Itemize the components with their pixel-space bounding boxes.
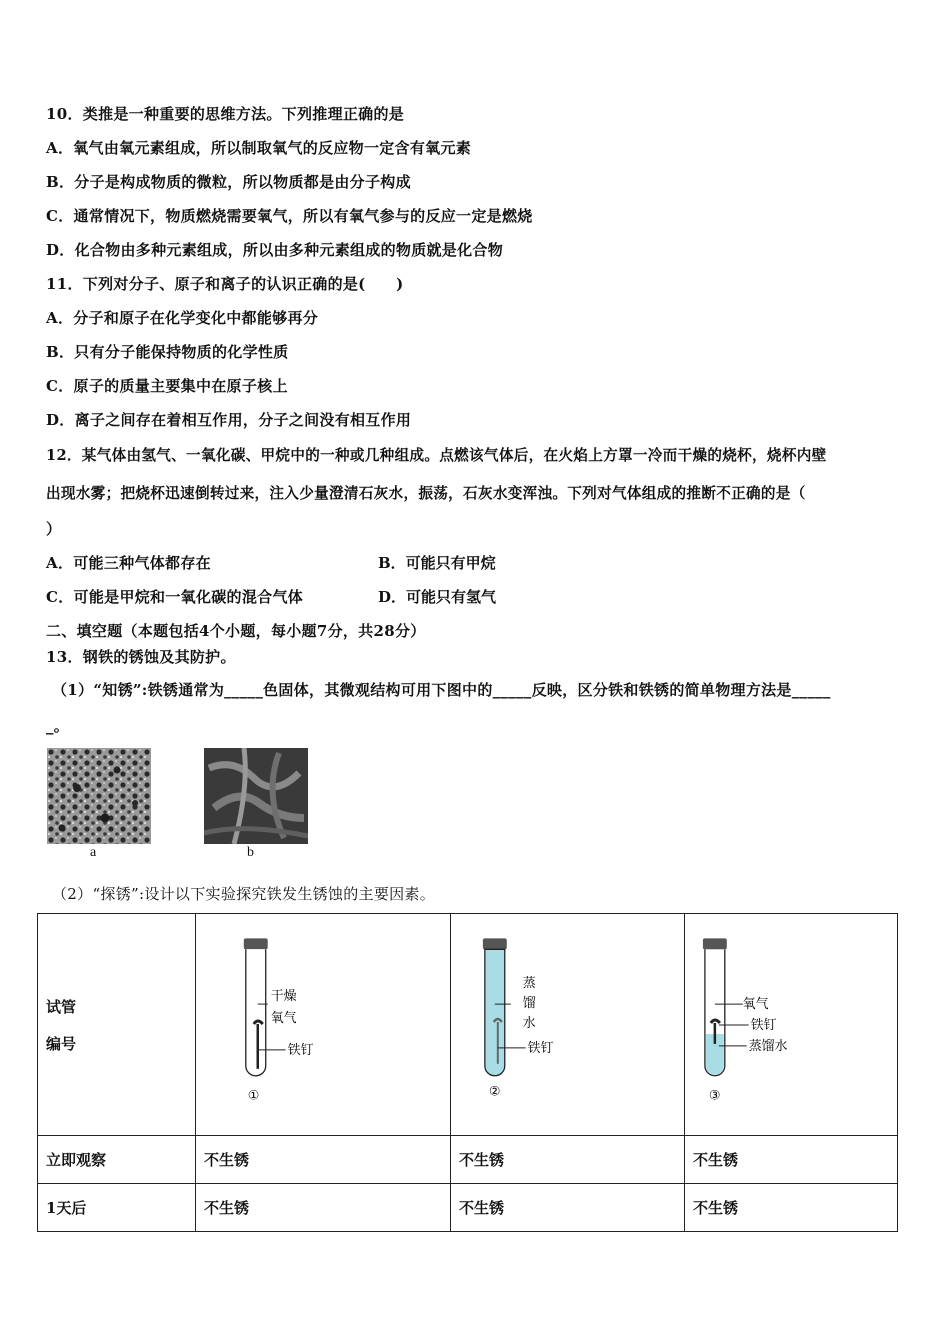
table-row <box>38 1184 898 1232</box>
q12-stem-line2: 出现水雾；把烧杯迅速倒转过来，注入少量澄清石灰水，振荡，石灰水变浑浊。下列对气体组成的推断不正确的是（ <box>46 485 806 502</box>
row-label-immediate: 立即观察 <box>38 1136 196 1184</box>
cell-immediate-tube-2: 不生锈 <box>451 1136 685 1184</box>
q12-option-d: D．可能只有氢气 <box>378 588 497 606</box>
q13-part2 <box>52 883 435 904</box>
q11-option-c: C．原子的质量主要集中在原子核上 <box>46 377 288 395</box>
image-a-label: a <box>90 845 97 860</box>
tube-2-number: ② <box>488 1084 501 1100</box>
header-label-line2: 编号 <box>46 1034 77 1053</box>
tube-1-cap <box>244 938 268 949</box>
q13-part1-line2: _。 <box>46 717 70 735</box>
q12-stem-line3: ） <box>46 520 62 538</box>
tube-2-label-2: 馏 <box>522 996 536 1012</box>
q10-option-b: B．分子是构成物质的微粒，所以物质都是由分子构成 <box>46 173 411 191</box>
q13-part1-line1: （1）“知锈”:铁锈通常为_____色固体，其微观结构可用下图中的_____反映，区分铁和铁锈的简单物理方法是_____ <box>52 681 831 699</box>
section-heading: 二、填空题（本题包括4个小题，每小题7分，共28分） <box>46 622 426 640</box>
tube-2-cell <box>451 914 685 1136</box>
q12-option-a: A．可能三种气体都存在 <box>46 554 211 572</box>
cell-immediate-tube-1: 不生锈 <box>196 1136 451 1184</box>
image-b-label: b <box>247 845 254 860</box>
q11-stem: 11．下列对分子、原子和离子的认识正确的是( ) <box>46 275 404 293</box>
tube-number-header <box>38 914 196 1136</box>
tube-3-label-3: 蒸馏水 <box>748 1038 788 1054</box>
q12-option-c: C．可能是甲烷和一氧化碳的混合气体 <box>46 588 304 606</box>
cell-one-day-tube-3: 不生锈 <box>685 1184 898 1232</box>
microstructure-image-a <box>47 748 151 844</box>
tube-3-cell <box>685 914 898 1136</box>
tube-3-cap <box>703 938 727 949</box>
q10-option-c: C．通常情况下，物质燃烧需要氧气，所以有氧气参与的反应一定是燃烧 <box>46 207 533 225</box>
experiment-table <box>37 913 898 1232</box>
tube-3-label-1: 氧气 <box>742 997 769 1013</box>
tube-1-label-2: 氧气 <box>270 1011 297 1027</box>
header-label-line1: 试管 <box>46 997 77 1016</box>
tube-1-label-3: 铁钉 <box>287 1042 314 1058</box>
q11-option-b: B．只有分子能保持物质的化学性质 <box>46 343 289 361</box>
cell-one-day-tube-1: 不生锈 <box>196 1184 451 1232</box>
tube-2-label-4: 铁钉 <box>527 1040 554 1056</box>
q12-stem-line1: 12．某气体由氢气、一氧化碳、甲烷中的一种或几种组成。点燃该气体后，在火焰上方罩一冷而干燥的烧杯，烧杯内壁 <box>46 447 827 464</box>
tube-1-label-1: 干燥 <box>270 989 297 1005</box>
q12-option-b: B．可能只有甲烷 <box>378 554 496 572</box>
tube-1-number: ① <box>247 1088 260 1104</box>
q11-option-d: D．离子之间存在着相互作用，分子之间没有相互作用 <box>46 411 412 429</box>
tube-2-label-1: 蒸 <box>522 976 536 992</box>
q13-part2-text: （2）“探锈”:设计以下实验探究铁发生锈蚀的主要因素。 <box>52 885 436 903</box>
cell-one-day-tube-2: 不生锈 <box>451 1184 685 1232</box>
tube-1-glass <box>246 949 266 1076</box>
q13-stem: 13．钢铁的锈蚀及其防护。 <box>46 648 236 666</box>
tube-3-label-2: 铁钉 <box>750 1017 777 1033</box>
row-label-one-day: 1天后 <box>38 1184 196 1232</box>
q10-stem: 10．类推是一种重要的思维方法。下列推理正确的是 <box>46 105 405 123</box>
q11-option-a: A．分子和原子在化学变化中都能够再分 <box>46 309 319 327</box>
tube-3-number: ③ <box>708 1088 721 1104</box>
cell-immediate-tube-3: 不生锈 <box>685 1136 898 1184</box>
q10-option-d: D．化合物由多种元素组成，所以由多种元素组成的物质就是化合物 <box>46 241 504 259</box>
tube-2-cap <box>483 938 507 949</box>
tube-2-label-3: 水 <box>522 1015 536 1031</box>
table-row <box>38 914 898 1136</box>
tube-2-water <box>485 949 505 1075</box>
q10-option-a: A．氧气由氧元素组成，所以制取氧气的反应物一定含有氧元素 <box>46 139 472 157</box>
table-row <box>38 1136 898 1184</box>
tube-1-cell <box>196 914 451 1136</box>
microstructure-image-b <box>204 748 308 844</box>
